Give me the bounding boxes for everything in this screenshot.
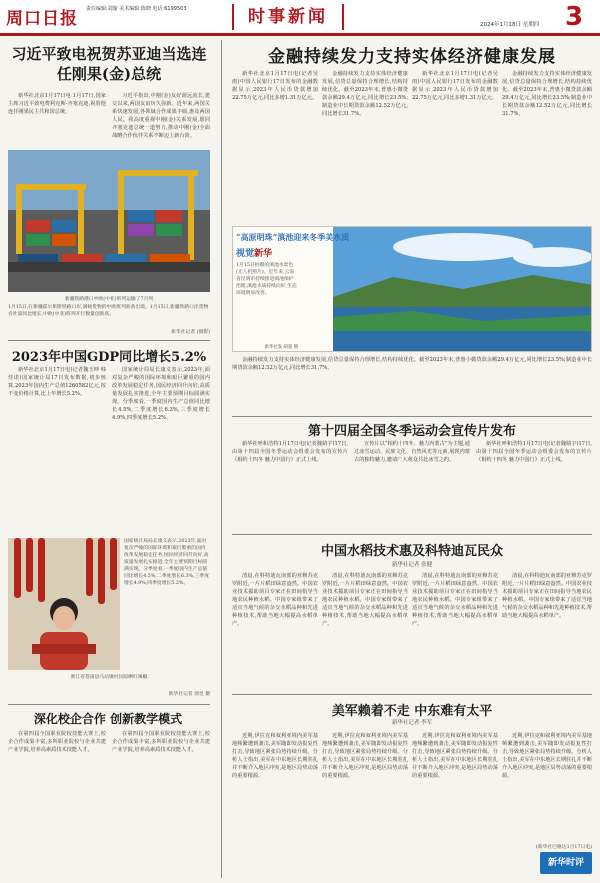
rice-body: 清晨,在科特迪瓦南部的亚穆苏克罗附近,一片片稻田绿意盎然。中国农业技术援助项目专家正在田间指导当地农民种植水稻。中国专家组带来了适宜当地气候的杂交水稻品种和先进种植技术,帮助当地大幅提高水稻单产。 bbox=[232, 573, 318, 627]
rice-headline: 中国水稻技术惠及科特迪瓦民众 bbox=[320, 544, 503, 559]
xi-body: 习近平指出,中刚(金)友好源远流长,建交以来,两国友谊历久弥新。近年来,两国关系快速发展,各领域合作成果丰硕,惠及两国人民。我高度重视中刚(金)关系发展,愿同齐塞克迪总统一道努力,推动中刚(金)全面战略合作伙伴关系不断迈上新台阶。 bbox=[112, 93, 210, 139]
gdp-headline: 2023年中国GDP同比增长5.2% bbox=[11, 350, 207, 365]
finance-closing-text: 金融持续发力支持实体经济健康发展,信贷总量保持合理增长,结构持续优化。截至2023年末,普惠小微贷款余额29.4万亿元,同比增长23.5%;制造业中长期贷款余额12.52万亿元,同比增长31.7%。 bbox=[232, 357, 592, 371]
port-photo-credit: 新华社记者 (摄影) bbox=[171, 330, 210, 335]
page-number: 3 bbox=[565, 2, 584, 32]
chili-photo-illustration bbox=[8, 538, 120, 670]
section-rule bbox=[232, 534, 592, 535]
xinhua-commentary-badge: 新华时评 bbox=[540, 852, 592, 874]
xi-headline: 习近平致电祝贺苏亚迪当选连任刚果(金)总统 bbox=[11, 45, 207, 83]
winter-games-headline: 第十四届全国冬季运动会宣传片发布 bbox=[307, 424, 516, 439]
port-photo-illustration bbox=[8, 150, 210, 292]
finance-lead: 新华社北京1月17日电(记者吴雨)中国人民银行17日发布的金融数据显示,2023年人民币贷款增加22.75万亿元,同比多增1.31万亿元。 bbox=[232, 71, 318, 101]
us-military-headline: 美军赖着不走 中东难有太平 bbox=[331, 704, 493, 719]
section-rule bbox=[8, 340, 210, 341]
rice-body-3: 清晨,在科特迪瓦南部的亚穆苏克罗附近,一片片稻田绿意盎然。中国农业技术援助项目专家正在田间指导当地农民种植水稻。中国专家组带来了适宜当地气候的杂交水稻品种和先进种植技术,帮助当地大幅提高水稻单产。 bbox=[412, 573, 498, 627]
edu-lead: 在第四届全国职业院校技能大赛上,校企合作成果丰富,多所职业院校与企业共建产业学院,培养高素质技术技能人才。 bbox=[8, 731, 106, 753]
edu-headline: 深化校企合作 创新教学模式 bbox=[33, 712, 183, 726]
finance-body: 金融持续发力支持实体经济健康发展,信贷总量保持合理增长,结构持续优化。截至2023年末,普惠小微贷款余额29.4万亿元,同比增长23.5%;制造业中长期贷款余额12.52万亿元,同比增长31.7%。 bbox=[322, 71, 408, 117]
section-title: 时事新闻 bbox=[232, 4, 344, 30]
winter-games-lead: 新华社呼和浩特1月17日电(记者魏婧宇)17日,由第十四届全国冬季运动会组委会发布的宣传片《相约十四冬 魅力中国行》正式上线。 bbox=[232, 441, 348, 463]
section-rule bbox=[8, 704, 210, 705]
port-photo-desc: 1月15日,在新疆霍尔果斯铁路口岸,满载货物的中欧班列准备出境。1月15日,新疆铁路口岸货物吞吐量同比增长,中欧(中亚)班列开行数量创新高。 bbox=[8, 305, 209, 317]
editor-credits: 责任编辑:刘璇 美术编辑:陈晓 电话:6199503 bbox=[86, 6, 187, 12]
port-photo bbox=[8, 150, 210, 292]
chili-photo bbox=[8, 538, 120, 670]
chili-photo-caption: 浙江省苍南县马站镇村民晾晒红辣椒 bbox=[70, 675, 148, 680]
banner-tag-label: 视觉 bbox=[236, 249, 255, 259]
winter-games-body-end: 新华社呼和浩特1月17日电(记者魏婧宇)17日,由第十四届全国冬季运动会组委会发布的宣传片《相约十四冬 魅力中国行》正式上线。 bbox=[476, 441, 592, 463]
banner-tag bbox=[236, 246, 272, 259]
us-military-body-3: 近期,伊拉克和叙利亚境内美军基地频繁遭到袭击,美军随即发动报复性打击,导致地区紧张局势持续升级。分析人士指出,美军在中东地区长期驻扎并不断介入地区冲突,是地区局势动荡的重要根源。 bbox=[412, 733, 498, 779]
port-photo-caption: 新疆铁路港口中欧(中亚)班列运输了7月列 bbox=[64, 297, 154, 302]
column-divider bbox=[221, 40, 222, 878]
rice-body-4: 清晨,在科特迪瓦南部的亚穆苏克罗附近,一片片稻田绿意盎然。中国农业技术援助项目专家正在田间指导当地农民种植水稻。中国专家组带来了适宜当地气候的杂交水稻品种和先进种植技术,帮助当地大幅提高水稻单产。 bbox=[502, 573, 592, 619]
banner-tag-accent: 新华 bbox=[254, 249, 273, 259]
xi-lead: 新华社北京1月17日电 1月17日,国家主席习近平致电费利克斯·齐塞克迪,祝贺他连任刚果民主共和国总统。 bbox=[8, 93, 106, 115]
section-rule bbox=[232, 694, 592, 695]
issue-date: 2024年1月18日 星期四 bbox=[480, 22, 540, 28]
chili-photo-credit: 新华社记者 徐昱 摄 bbox=[168, 692, 210, 697]
gdp-body: 国家统计局局长康义表示,2023年,面对复杂严峻的国际环境和艰巨繁重的国内改革发展稳定任务,国民经济回升向好,高质量发展扎实推进,全年主要预期目标圆满实现。分季度看,一季度国内生产总值同比增长4.5%,二季度增长6.3%,三季度增长4.9%,四季度增长5.2%。 bbox=[112, 367, 210, 421]
banner-credit: 新华社发 胡超 摄 bbox=[264, 345, 298, 350]
finance-body-end: 金融持续发力支持实体经济健康发展,信贷总量保持合理增长,结构持续优化。截至2023年末,普惠小微贷款余额29.4万亿元,同比增长23.5%;制造业中长期贷款余额12.52万亿元,同比增长31.7%。 bbox=[502, 71, 592, 117]
us-military-body-2: 近期,伊拉克和叙利亚境内美军基地频繁遭到袭击,美军随即发动报复性打击,导致地区紧张局势持续升级。分析人士指出,美军在中东地区长期驻扎并不断介入地区冲突,是地区局势动荡的重要根源。 bbox=[322, 733, 408, 779]
winter-games-body: 宣传片以“相约十四冬、魅力内蒙古”为主题,通过冰雪运动、民族文化、自然风光等元素,展现内蒙古的独特魅力,邀请广大观众共赴冰雪之约。 bbox=[354, 441, 470, 463]
rice-byline: 新华社记者 张健 bbox=[391, 562, 433, 568]
edu-body: 在第四届全国职业院校技能大赛上,校企合作成果丰富,多所职业院校与企业共建产业学院,培养高素质技术技能人才。 bbox=[112, 731, 210, 753]
rice-body-2: 清晨,在科特迪瓦南部的亚穆苏克罗附近,一片片稻田绿意盎然。中国农业技术援助项目专家正在田间指导当地农民种植水稻。中国专家组带来了适宜当地气候的杂交水稻品种和先进种植技术,帮助当地大幅提高水稻单产。 bbox=[322, 573, 408, 627]
finance-body-continued: 新华社北京1月17日电(记者吴雨)中国人民银行17日发布的金融数据显示,2023年人民币贷款增加22.75万亿元,同比多增1.31万亿元。 bbox=[412, 71, 498, 101]
us-military-body: 近期,伊拉克和叙利亚境内美军基地频繁遭到袭击,美军随即发动报复性打击,导致地区紧张局势持续升级。分析人士指出,美军在中东地区长期驻扎并不断介入地区冲突,是地区局势动荡的重要根源。 bbox=[232, 733, 318, 779]
section-rule bbox=[232, 416, 592, 417]
masthead bbox=[0, 0, 600, 36]
gdp-side-text: 国家统计局局长康义表示,2023年,面对复杂严峻的国际环境和艰巨繁重的国内改革发展稳定任务,国民经济回升向好,高质量发展扎实推进,全年主要预期目标圆满实现。分季度看,一季度国内生产总值同比增长4.5%,二季度增长6.3%,三季度增长4.9%,四季度增长5.2%。 bbox=[124, 539, 209, 586]
us-military-body-4: 近期,伊拉克和叙利亚境内美军基地频繁遭到袭击,美军随即发动报复性打击,导致地区紧张局势持续升级。分析人士指出,美军在中东地区长期驻扎并不断介入地区冲突,是地区局势动荡的重要根源。 bbox=[502, 733, 592, 779]
finance-headline: 金融持续发力支持实体经济健康发展 bbox=[268, 47, 556, 67]
gdp-lead: 新华社北京1月17日电(记者魏玉坤 韩佳诺)国家统计局17日发布数据,初步核算,2023年国内生产总值1260582亿元,按不变价格计算,比上年增长5.2%。 bbox=[8, 367, 106, 397]
us-military-endnote: (新华社巴格达1月17日电) bbox=[535, 845, 592, 850]
us-military-byline: 新华社记者 李军 bbox=[391, 720, 433, 726]
banner-caption: 1月15日拍摄的滇池水景色(无人机照片)。近年来,云南省昆明市持续推进滇池保护治理,滇池水质持续向好,生态环境明显改善。 bbox=[236, 263, 297, 296]
newspaper-logo: 周口日报 bbox=[6, 9, 78, 29]
banner-title: “高原明珠”滇池迎来冬季美水质 bbox=[236, 232, 350, 242]
